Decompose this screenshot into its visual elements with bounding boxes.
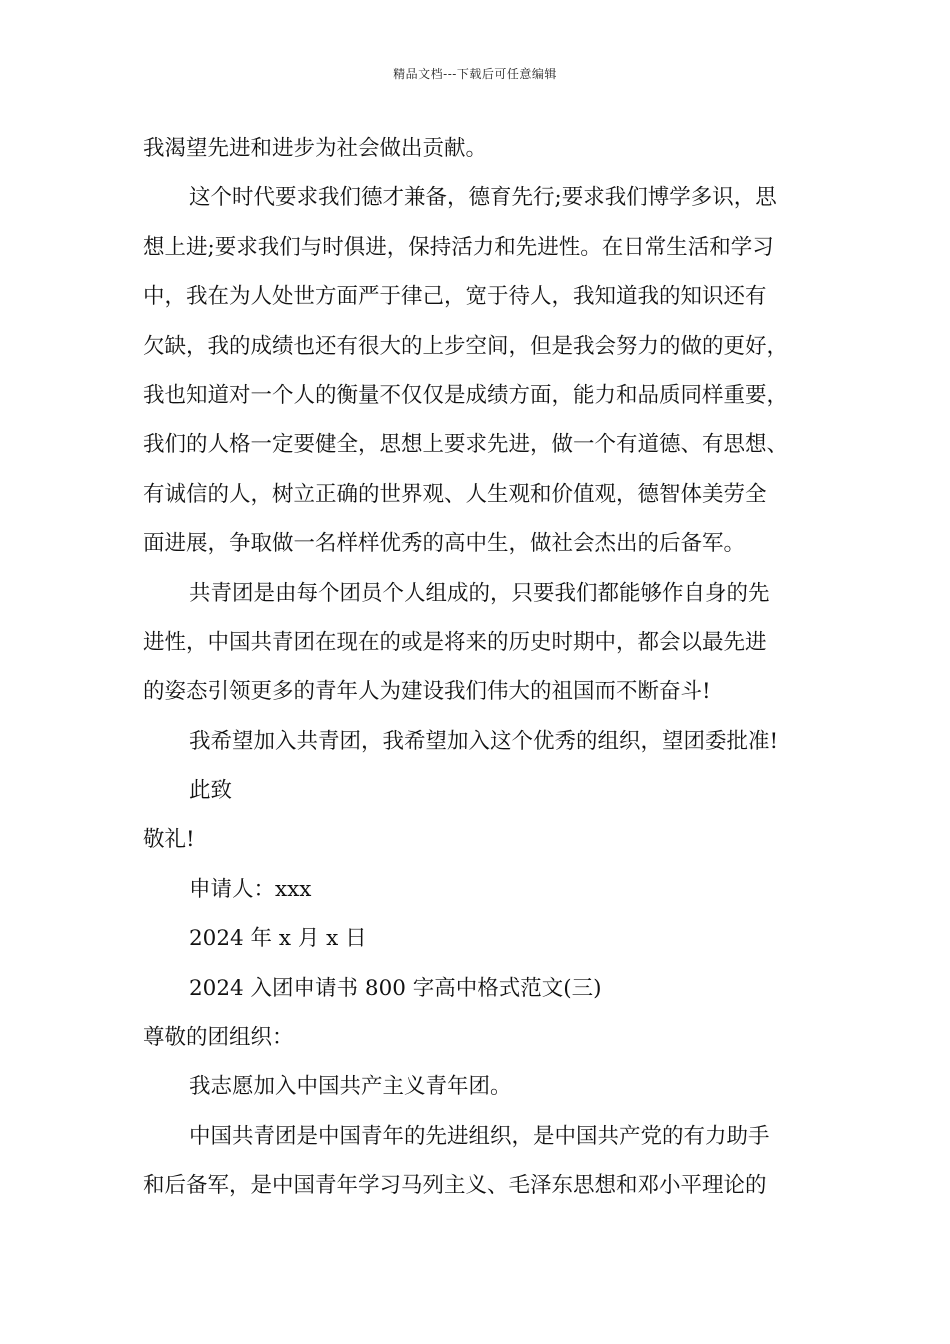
paragraph-line: 我们的人格一定要健全，思想上要求先进，做一个有道德、有思想、 xyxy=(143,432,789,458)
paragraph-line: 我渴望先进和进步为社会做出贡献。 xyxy=(143,136,488,161)
paragraph-line: 我志愿加入中国共产主义青年团。 xyxy=(189,1074,512,1100)
paragraph-line: 欠缺，我的成绩也还有很大的上步空间，但是我会努力的做的更好， xyxy=(143,333,789,359)
paragraph-line: 中国共青团是中国青年的先进组织，是中国共产党的有力助手 xyxy=(189,1123,770,1149)
paragraph-line: 我希望加入共青团，我希望加入这个优秀的组织，望团委批准! xyxy=(189,728,779,754)
paragraph-line: 有诚信的人，树立正确的世界观、人生观和价值观，德智体美劳全 xyxy=(143,481,767,507)
closing-regards: 敬礼! xyxy=(143,827,195,853)
closing-salutation: 此致 xyxy=(189,778,233,804)
paragraph-line: 和后备军，是中国青年学习马列主义、毛泽东思想和邓小平理论的 xyxy=(143,1173,767,1199)
document-body xyxy=(143,124,823,1211)
paragraph-line: 我也知道对一个人的衡量不仅仅是成绩方面，能力和品质同样重要， xyxy=(143,382,789,408)
paragraph-line: 想上进;要求我们与时俱进，保持活力和先进性。在日常生活和学习 xyxy=(143,234,774,260)
paragraph-line: 的姿态引领更多的青年人为建设我们伟大的祖国而不断奋斗! xyxy=(143,679,711,705)
date-line: 2024 年 x 月 x 日 xyxy=(189,926,367,952)
paragraph-line: 这个时代要求我们德才兼备，德育先行;要求我们博学多识，思 xyxy=(189,185,777,211)
applicant-line: 申请人：xxx xyxy=(189,876,312,902)
section-title: 2024 入团申请书 800 字高中格式范文(三) xyxy=(189,975,602,1001)
greeting-line: 尊敬的团组织： xyxy=(143,1025,294,1051)
paragraph-line: 面进展，争取做一名样样优秀的高中生，做社会杰出的后备军。 xyxy=(143,531,746,557)
paragraph-line: 共青团是由每个团员个人组成的，只要我们都能够作自身的先 xyxy=(189,580,770,606)
page-header: 精品文档---下载后可任意编辑 xyxy=(393,67,557,81)
paragraph-line: 进性，中国共青团在现在的或是将来的历史时期中，都会以最先进 xyxy=(143,629,767,655)
paragraph-line: 中，我在为人处世方面严于律己，宽于待人，我知道我的知识还有 xyxy=(143,284,767,310)
